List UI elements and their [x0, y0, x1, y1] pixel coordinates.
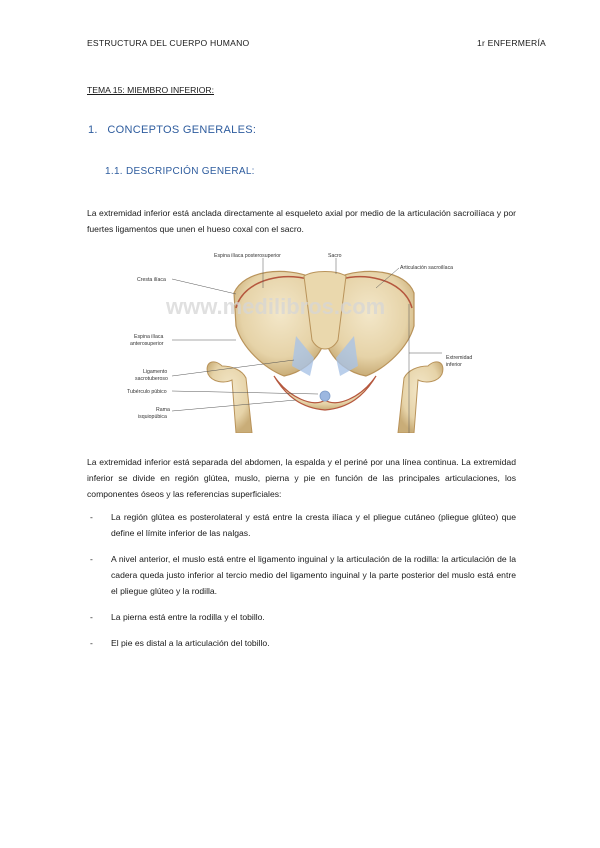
label-rama-line1: Rama: [156, 407, 170, 413]
subsection-heading: 1.1. DESCRIPCIÓN GENERAL:: [105, 166, 255, 177]
divisions-paragraph: La extremidad inferior está separada del abdomen, la espalda y el periné por una línea continua. La extremidad inferior se divide en región glútea, muslo, pierna y pie en función de las principales articulaciones, los componentes óseos y las referencias superficiales:: [87, 457, 516, 499]
list-item: [87, 635, 516, 651]
watermark: www.medilibros.com: [166, 294, 386, 319]
label-cresta-iliaca: Cresta ilíaca: [137, 277, 166, 283]
header-course: 1r ENFERMERÍA: [477, 38, 546, 48]
bullet-dash: -: [90, 554, 93, 564]
bullet-dash: -: [90, 512, 93, 522]
list-item-text: La región glútea es posterolateral y está entre la cresta ilíaca y el pliegue cutáneo (pliegue glúteo) que define el límite inferior de las nalgas.: [111, 512, 516, 538]
section-title: CONCEPTOS GENERALES:: [107, 124, 257, 136]
pubic-symphysis: [320, 391, 330, 401]
list-item: [87, 509, 516, 541]
label-espina-antero-line2: anterosuperior: [130, 341, 164, 347]
pelvis-illustration: [124, 248, 504, 433]
topic-title: TEMA 15: MIEMBRO INFERIOR:: [87, 85, 215, 95]
section-number: 1.: [88, 124, 98, 136]
label-extremidad-line1: Extremidad: [446, 355, 473, 361]
label-espina-posterosuperior: Espina ilíaca posterosuperior: [214, 253, 281, 259]
intro-paragraph: La extremidad inferior está anclada directamente al esqueleto axial por medio de la articulación sacroilíaca y por fuertes ligamentos que unen el hueso coxal con el sacro.: [87, 208, 516, 234]
label-sacro: Sacro: [328, 253, 342, 259]
section-heading: [88, 124, 256, 136]
bullet-dash: -: [90, 612, 93, 622]
label-tuberculo-pubico: Tubérculo púbico: [127, 389, 167, 395]
label-rama-line2: isquiopúbica: [138, 414, 167, 420]
list-item-text: La pierna está entre la rodilla y el tobillo.: [111, 612, 265, 622]
label-articulacion-sacroiliaca: Articulación sacroilíaca: [400, 265, 454, 271]
left-femur: [207, 362, 252, 433]
label-ligamento-line1: Ligamento: [143, 369, 168, 375]
label-ligamento-line2: sacrotuberoso: [135, 376, 168, 382]
header-title: ESTRUCTURA DEL CUERPO HUMANO: [87, 38, 250, 48]
list-item: [87, 609, 516, 625]
pelvis-figure: [124, 248, 504, 433]
regions-list: [87, 509, 516, 661]
label-espina-antero-line1: Espina ilíaca: [134, 334, 164, 340]
list-item: [87, 551, 516, 599]
list-item-text: El pie es distal a la articulación del tobillo.: [111, 638, 270, 648]
bullet-dash: -: [90, 638, 93, 648]
label-extremidad-line2: inferior: [446, 362, 462, 368]
right-femur: [398, 362, 443, 433]
list-item-text: A nivel anterior, el muslo está entre el ligamento inguinal y la articulación de la rodilla: la articulación de la cadera queda justo inferior al tercio medio del ligamento inguinal y la parte posterior del muslo está entre el pliegue glúteo y la rodilla.: [111, 554, 516, 596]
